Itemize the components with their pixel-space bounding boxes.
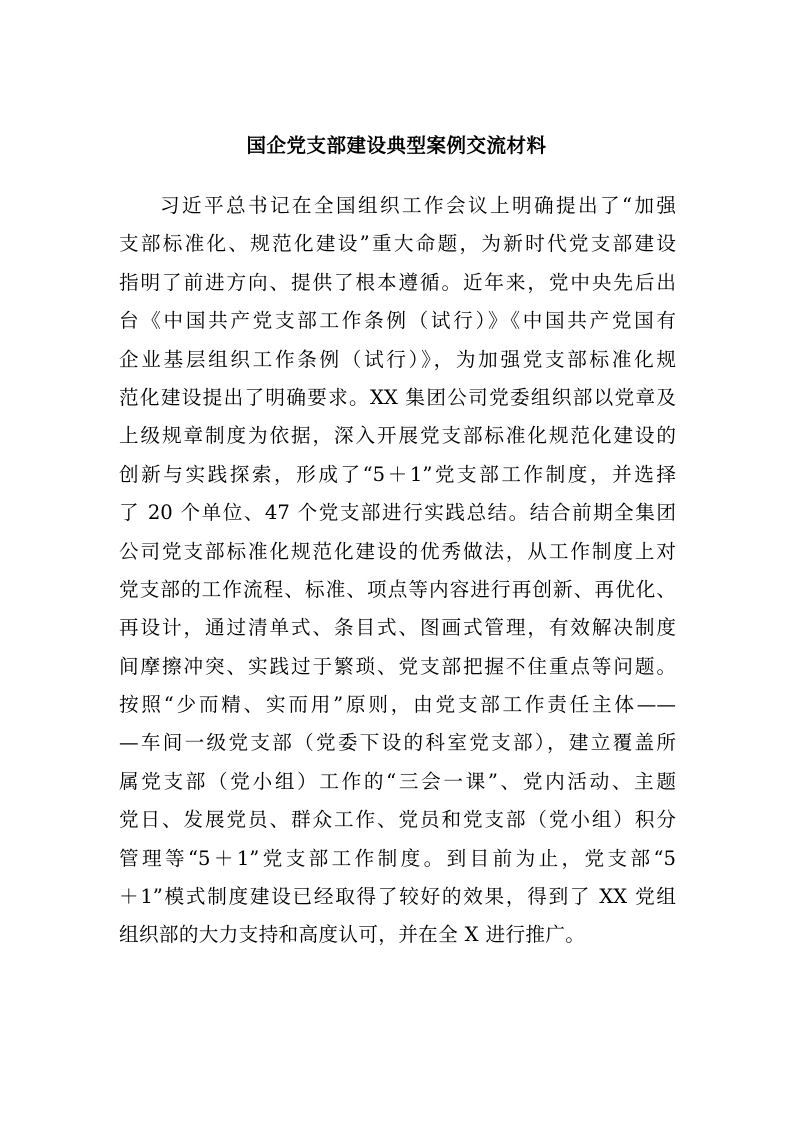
paragraph-line: 台《中国共产党支部工作条例（试行）》《中国共产党国有 (119, 309, 676, 333)
paragraph-line: 组织部的大力支持和高度认可，并在全 X 进行推广。 (119, 923, 586, 947)
paragraph-line: 属党支部（党小组）工作的“三会一课”、党内活动、主题 (119, 769, 676, 793)
paragraph-line: 支部标准化、规范化建设”重大命题，为新时代党支部建设 (119, 232, 676, 256)
body-paragraph (119, 187, 676, 955)
paragraph-line: 上级规章制度为依据，深入开展党支部标准化规范化建设的 (119, 424, 676, 448)
paragraph-line: 范化建设提出了明确要求。XX 集团公司党委组织部以党章及 (119, 385, 676, 409)
paragraph-line: 党支部的工作流程、标准、项点等内容进行再创新、再优化、 (119, 577, 676, 601)
paragraph-line: 按照“少而精、实而用”原则，由党支部工作责任主体—— (119, 693, 676, 717)
paragraph-line: ＋1”模式制度建设已经取得了较好的效果，得到了 XX 党组 (119, 885, 676, 909)
paragraph-line: 了 20 个单位、47 个党支部进行实践总结。结合前期全集团 (119, 501, 676, 525)
paragraph-line: 党日、发展党员、群众工作、党员和党支部（党小组）积分 (119, 808, 676, 832)
paragraph-line: 间摩擦冲突、实践过于繁琐、党支部把握不住重点等问题。 (119, 654, 676, 678)
paragraph-line: 指明了前进方向、提供了根本遵循。近年来，党中央先后出 (119, 270, 676, 294)
paragraph-line: 公司党支部标准化规范化建设的优秀做法，从工作制度上对 (119, 539, 676, 563)
paragraph-line: —车间一级党支部（党委下设的科室党支部），建立覆盖所 (119, 731, 676, 755)
paragraph-line: 企业基层组织工作条例（试行）》，为加强党支部标准化规 (119, 347, 676, 371)
paragraph-line: 再设计，通过清单式、条目式、图画式管理，有效解决制度 (119, 616, 676, 640)
paragraph-line: 创新与实践探索，形成了“5＋1”党支部工作制度，并选择 (119, 462, 676, 486)
paragraph-line: 管理等“5＋1”党支部工作制度。到目前为止，党支部“5 (119, 846, 676, 870)
paragraph-line: 习近平总书记在全国组织工作会议上明确提出了“加强 (160, 194, 676, 217)
document-title: 国企党支部建设典型案例交流材料 (246, 134, 547, 157)
